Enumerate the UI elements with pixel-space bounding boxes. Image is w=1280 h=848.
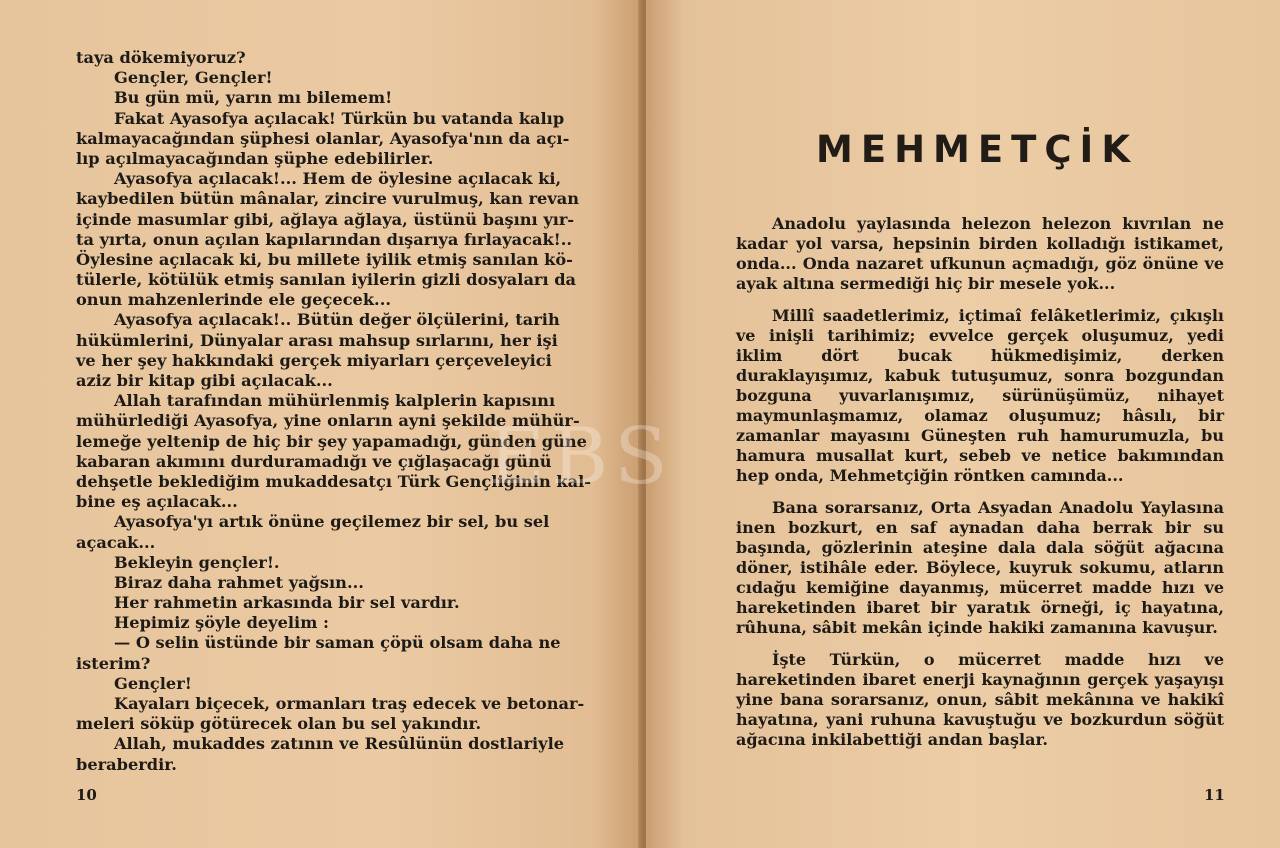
text-line: — O selin üstünde bir saman çöpü olsam daha ne — [114, 633, 561, 653]
right-page-text — [736, 214, 1224, 762]
text-line: Gençler, Gençler! — [114, 68, 273, 88]
text-line: Bu gün mü, yarın mı bilemem! — [114, 88, 393, 108]
text-line: bine eş açılacak... — [76, 492, 238, 512]
text-line: kabaran akımını durduramadığı ve çığlaşacağı günü — [76, 451, 552, 471]
text-line: Kayaları biçecek, ormanları traş edecek ve betonar- — [114, 694, 585, 713]
left-page-text — [76, 48, 598, 775]
paragraph: Bana sorarsanız, Orta Asyadan Anadolu Yaylasına inen bozkurt, en saf aynadan daha berrak bir su başında, gözlerinin ateşine dala dala söğüt ağacına döner, istihâle eder. Böylece, kuyruk sokumu, atların cıdağu kemiğine dayanmış, mücerret madde hızı ve hareketinden ibaret bir yaratık örneği, iç hayatına, rûhuna, sâbit mekân içinde hakiki zamanına kavuşur. — [736, 498, 1224, 637]
left-page-number: 10 — [76, 786, 97, 804]
text-line: Hepimiz şöyle deyelim : — [114, 613, 329, 633]
text-line: isterim? — [76, 653, 151, 673]
text-line: Allah, mukaddes zatının ve Resûlünün dostlariyle — [114, 734, 565, 754]
text-line: beraberdir. — [76, 754, 177, 774]
text-line: taya dökemiyoruz? — [76, 48, 246, 67]
chapter-title: MEHMETÇİK — [816, 128, 1138, 171]
text-line: Her rahmetin arkasında bir sel vardır. — [114, 593, 460, 613]
text-line: Allah tarafından mühürlenmiş kalplerin kapısını — [114, 391, 556, 411]
text-line: ta yırta, onun açılan kapılarından dışarıya fırlayacak!.. — [76, 229, 573, 249]
text-line: Biraz daha rahmet yağsın... — [114, 572, 364, 592]
text-line: ve her şey hakkındaki gerçek miyarları çerçeveleyici — [76, 350, 552, 370]
text-line: Ayasofya'yı artık önüne geçilemez bir sel, bu sel — [114, 512, 550, 532]
paragraph: İşte Türkün, o mücerret madde hızı ve hareketinden ibaret enerji kaynağının gerçek yaşayışı yine bana sorarsanız, onun, sâbit mekânına ve hakikî hayatına, yani ruhuna kavuştuğu ve bozkurdun söğüt ağacına inkilabettiği andan başlar. — [736, 650, 1224, 749]
text-line: lemeğe yeltenip de hiç bir şey yapamadığı, günden güne — [76, 431, 587, 451]
text-line: açacak... — [76, 532, 156, 552]
text-line: aziz bir kitap gibi açılacak... — [76, 371, 333, 390]
text-line: onun mahzenlerinde ele geçecek... — [76, 290, 391, 310]
text-line: tülerle, kötülük etmiş sanılan iyilerin gizli dosyaları da — [76, 270, 577, 290]
text-line: Fakat Ayasofya açılacak! Türkün bu vatanda kalıp — [114, 108, 565, 128]
text-line: meleri söküp götürecek olan bu sel yakındır. — [76, 714, 482, 734]
text-line: kaybedilen bütün mânalar, zincire vurulmuş, kan revan — [76, 189, 580, 209]
text-line: Ayasofya açılacak!.. Bütün değer ölçülerini, tarih — [114, 310, 560, 330]
right-page-number: 11 — [1204, 786, 1225, 804]
text-line: hükümlerini, Dünyalar arası mahsup sırlarını, her işi — [76, 330, 558, 350]
watermark: EBS — [488, 412, 674, 502]
text-line: kalmayacağından şüphesi olanlar, Ayasofya'nın da açı- — [76, 128, 570, 148]
text-line: Gençler! — [114, 673, 192, 693]
text-line: Öylesine açılacak ki, bu millete iyilik etmiş sanılan kö- — [76, 249, 573, 269]
paragraph: Millî saadetlerimiz, içtimaî felâketlerimiz, çıkışlı ve inişli tarihimiz; evvelce gerçek oluşumuz, yedi iklim dört bucak hükmedişimiz, derken duraklayışımız, kabuk tutuşumuz, sonra bozgundan bozguna yuvarlanışımız, sürünüşümüz, nihayet maymunlaşmamız, olamaz oluşumuz; hâsılı, bir zamanlar mayasını Güneşten ruh hamurumuzla, bu hamura musallat kurt, sebeb ve netice bakımından hep onda, Mehmetçiğin röntken camında... — [736, 306, 1224, 485]
text-line: lıp açılmayacağından şüphe edebilirler. — [76, 148, 434, 168]
paragraph: Anadolu yaylasında helezon helezon kıvrılan ne kadar yol varsa, hepsinin birden kolladığı istikamet, onda... Onda nazaret ufkunun açmadığı, göz önüne ve ayak altına sermediği hiç bir mesele yok... — [736, 214, 1224, 293]
text-line: içinde masumlar gibi, ağlaya ağlaya, üstünü başını yır- — [76, 209, 575, 229]
text-line: Ayasofya açılacak!... Hem de öylesine açılacak ki, — [114, 169, 562, 189]
text-line: mühürlediği Ayasofya, yine onların ayni şekilde mühür- — [76, 411, 580, 431]
right-page — [646, 0, 1280, 848]
text-line: Bekleyin gençler!. — [114, 552, 280, 572]
text-line: dehşetle beklediğim mukaddesatçı Türk Gençliğinin kal- — [76, 471, 591, 491]
